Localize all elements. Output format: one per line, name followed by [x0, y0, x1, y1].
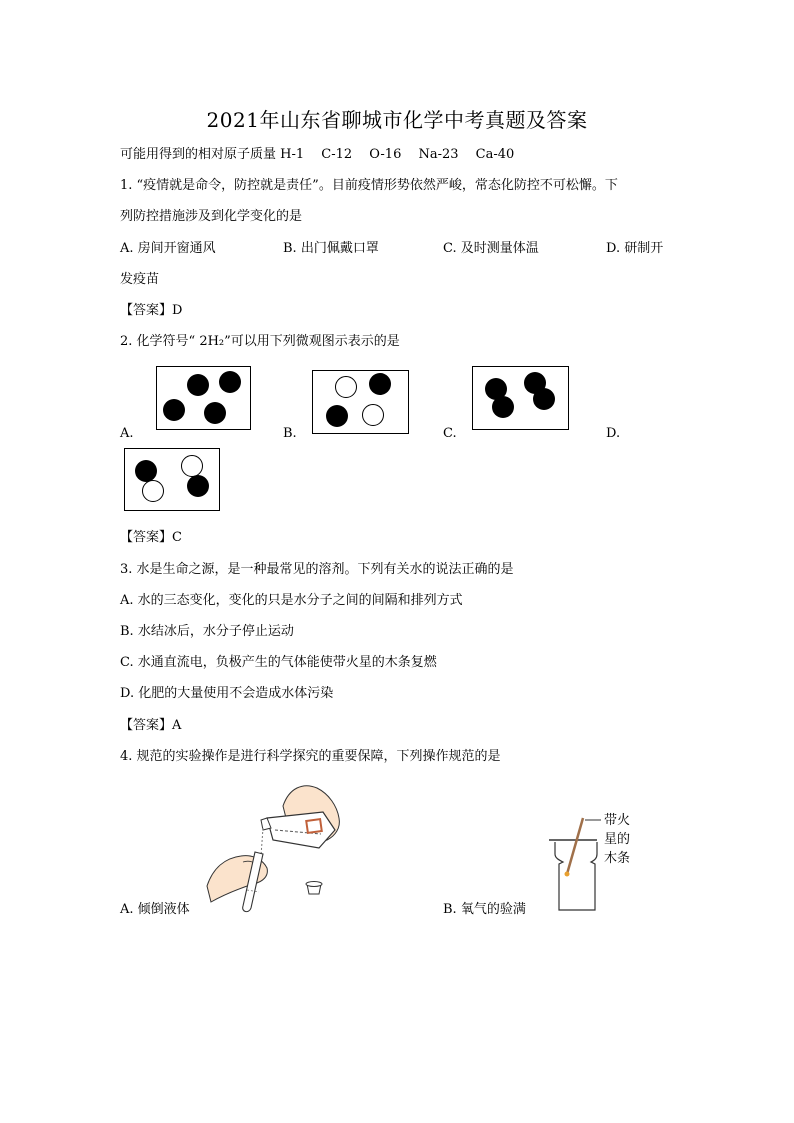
q3-option-c: C. 水通直流电，负极产生的气体能使带火星的木条复燃: [120, 655, 437, 670]
q1-option-a: A. 房间开窗通风: [120, 241, 216, 256]
q1-answer: 【答案】D: [120, 303, 183, 318]
h-atom-black: [187, 374, 209, 396]
q3-option-a: A. 水的三态变化，变化的只是水分子之间的间隔和排列方式: [120, 593, 463, 608]
atom-white: [181, 455, 203, 477]
q2-label-c: C.: [443, 426, 457, 441]
q1-option-d-continued: 发疫苗: [120, 272, 160, 287]
atomic-masses-note: 可能用得到的相对原子质量 H-1 C-12 O-16 Na-23 Ca-40: [120, 147, 515, 162]
atom-black: [135, 460, 157, 482]
q3-option-d: D. 化肥的大量使用不会造成水体污染: [120, 686, 334, 701]
q2-label-b: B.: [283, 426, 297, 441]
pouring-liquid-illustration: [203, 778, 363, 914]
q4-stem: 4. 规范的实验操作是进行科学探究的重要保障，下列操作规范的是: [120, 749, 501, 764]
q2-diagram-d: [124, 448, 220, 511]
q4-option-b: B. 氧气的验满: [443, 902, 526, 917]
q2-label-d: D.: [606, 426, 621, 441]
q1-option-b: B. 出门佩戴口罩: [283, 241, 379, 256]
atom-black: [187, 475, 209, 497]
q2-diagram-c: [472, 366, 569, 430]
q1-option-d: D. 研制开: [606, 241, 664, 256]
atom-white: [362, 404, 384, 426]
splint-label-line1: 带火: [604, 813, 631, 828]
q1-option-c: C. 及时测量体温: [443, 241, 539, 256]
atom-white: [335, 376, 357, 398]
page-title: 2021年山东省聊城市化学中考真题及答案: [206, 108, 588, 132]
splint-label-line3: 木条: [604, 851, 631, 866]
q2-label-a: A.: [120, 426, 134, 441]
atom-black: [326, 405, 348, 427]
q1-stem-line1: 1. “疫情就是命令，防控就是责任”。目前疫情形势依然严峻，常态化防控不可松懈。下: [120, 178, 618, 193]
h-atom-black: [163, 399, 185, 421]
atom-white: [142, 480, 164, 502]
q2-diagram-a: [156, 366, 251, 430]
splint-label-line2: 星的: [604, 832, 631, 847]
q2-diagram-b: [312, 370, 409, 434]
q4-option-a: A. 倾倒液体: [120, 902, 190, 917]
q3-answer: 【答案】A: [120, 718, 182, 733]
q2-stem: 2. 化学符号“ 2H₂”可以用下列微观图示表示的是: [120, 334, 400, 349]
q3-option-b: B. 水结冰后，水分子停止运动: [120, 624, 294, 639]
h2-molecule-atom: [533, 388, 555, 410]
q3-stem: 3. 水是生命之源，是一种最常见的溶剂。下列有关水的说法正确的是: [120, 562, 514, 577]
q2-answer: 【答案】C: [120, 530, 182, 545]
q1-stem-line2: 列防控措施涉及到化学变化的是: [120, 209, 303, 224]
h-atom-black: [219, 371, 241, 393]
atom-black: [369, 373, 391, 395]
h-atom-black: [204, 402, 226, 424]
h2-molecule-atom: [492, 396, 514, 418]
